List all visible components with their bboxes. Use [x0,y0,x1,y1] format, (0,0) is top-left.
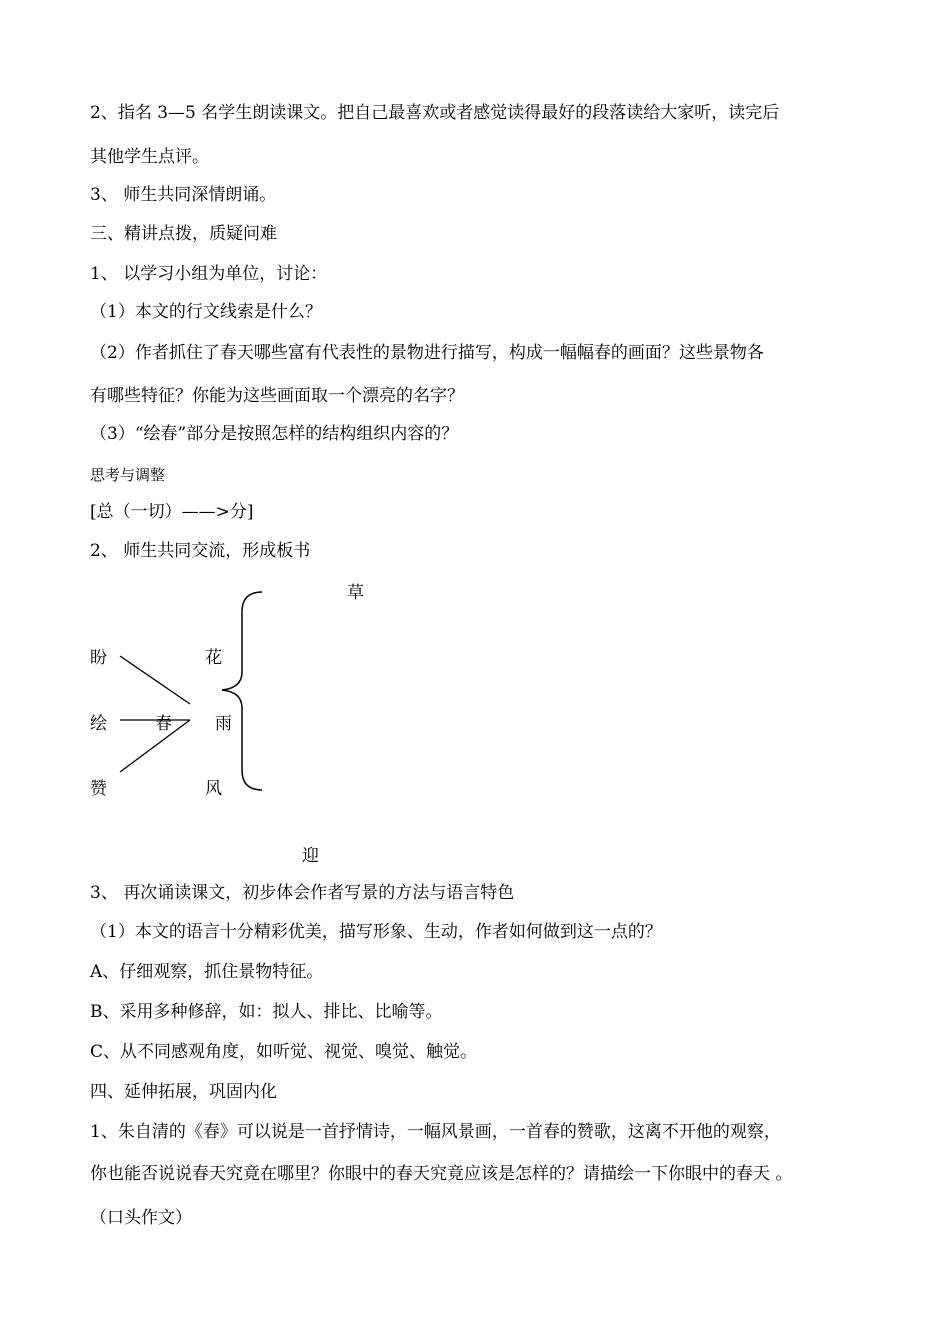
diagram-left-word: 盼 [90,648,107,668]
diagram-right-word: 花 [205,648,222,668]
diagram-center-word: 春 [155,714,172,734]
text-line: （1）本文的行文线索是什么？ [90,302,322,322]
text-line: C、从不同感观角度，如听觉、视觉、嗅觉、触觉。 [90,1042,478,1062]
diagram-right-word: 雨 [215,714,232,734]
curly-brace [222,592,262,790]
text-line: 1、 以学习小组为单位，讨论： [90,264,328,284]
text-line: [总（一切）——>分] [90,502,254,522]
text-line: 3、 再次诵读课文，初步体会作者写景的方法与语言特色 [90,883,515,903]
text-line: 2、 师生共同交流，形成板书 [90,541,311,561]
section-heading: 四、延伸拓展，巩固内化 [90,1082,277,1102]
diagram-right-word: 草 [347,583,364,603]
text-line: B、采用多种修辞，如：拟人、排比、比喻等。 [90,1002,443,1022]
text-line: 其他学生点评。 [90,147,209,167]
connector-line [120,656,190,704]
text-line: （3）“绘春”部分是按照怎样的结构组织内容的？ [90,424,459,444]
text-line: 你也能否说说春天究竟在哪里？你眼中的春天究竟应该是怎样的？请描绘一下你眼中的春天 。 [90,1164,793,1184]
text-line: （2）作者抓住了春天哪些富有代表性的景物进行描写，构成一幅幅春的画面？这些景物各 [90,343,764,363]
diagram-right-word: 迎 [302,846,319,866]
text-line: 1、朱自清的《春》可以说是一首抒情诗，一幅风景画，一首春的赞歌，这离不开他的观察， [90,1122,781,1142]
diagram-left-word: 绘 [90,714,107,734]
text-line: 有哪些特征？你能为这些画面取一个漂亮的名字？ [90,386,464,406]
text-line: 思考与调整 [90,466,166,484]
text-line: （口头作文） [90,1208,192,1228]
text-line: A、仔细观察，抓住景物特征。 [90,962,324,982]
text-line: 3、 师生共同深情朗诵。 [90,185,277,205]
text-line: （1）本文的语言十分精彩优美，描写形象、生动，作者如何做到这一点的？ [90,922,662,942]
text-line: 2、指名 3—5 名学生朗读课文。把自己最喜欢或者感觉读得最好的段落读给大家听，读完后 [90,103,780,123]
diagram-left-word: 赞 [90,779,107,799]
section-heading: 三、精讲点拨，质疑问难 [90,224,277,244]
diagram-right-word: 风 [205,779,222,799]
